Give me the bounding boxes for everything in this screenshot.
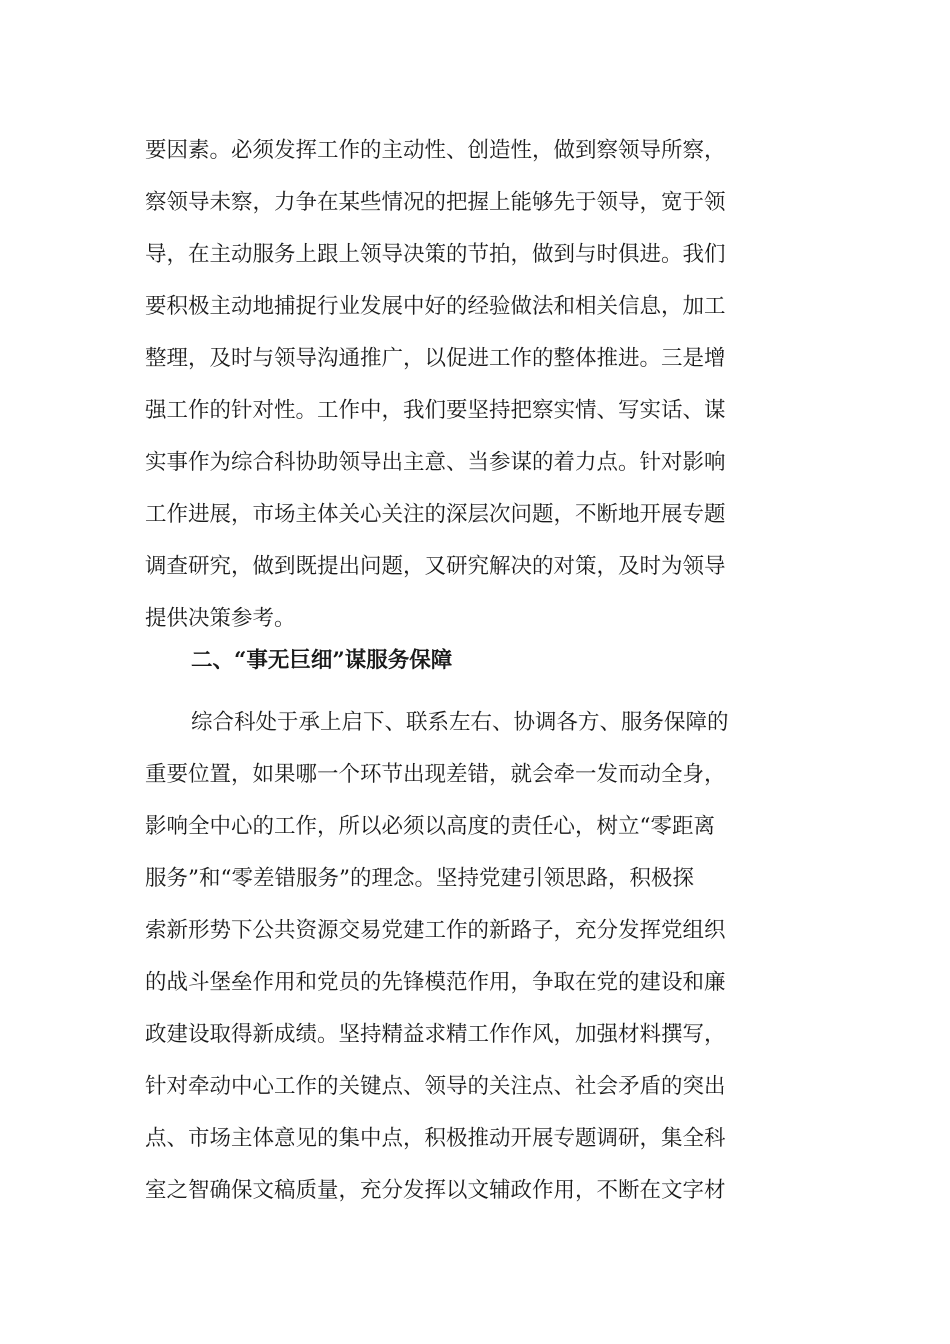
text-line: 服务”和“零差错服务”的理念。坚持党建引领思路，积极探 <box>145 866 694 891</box>
text-line: 实事作为综合科协助领导出主意、当参谋的着力点。针对影响 <box>145 450 726 475</box>
text-line: 针对牵动中心工作的关键点、领导的关注点、社会矛盾的突出 <box>145 1074 726 1099</box>
section-heading: 二、“事无巨细”谋服务保障 <box>191 648 453 673</box>
text-line: 室之智确保文稿质量，充分发挥以文辅政作用，不断在文字材 <box>145 1178 726 1203</box>
text-line: 索新形势下公共资源交易党建工作的新路子，充分发挥党组织 <box>145 918 726 943</box>
text-line: 整理，及时与领导沟通推广，以促进工作的整体推进。三是增 <box>145 346 726 371</box>
text-line: 影响全中心的工作，所以必须以高度的责任心，树立“零距离 <box>145 814 715 839</box>
text-line: 要积极主动地捕捉行业发展中好的经验做法和相关信息，加工 <box>145 294 726 319</box>
text-line: 综合科处于承上启下、联系左右、协调各方、服务保障的 <box>191 710 729 735</box>
text-line: 察领导未察，力争在某些情况的把握上能够先于领导，宽于领 <box>145 190 726 215</box>
text-line: 导，在主动服务上跟上领导决策的节拍，做到与时俱进。我们 <box>145 242 726 267</box>
text-line: 点、市场主体意见的集中点，积极推动开展专题调研，集全科 <box>145 1126 726 1151</box>
text-line: 调查研究，做到既提出问题，又研究解决的对策，及时为领导 <box>145 554 726 579</box>
text-line: 重要位置，如果哪一个环节出现差错，就会牵一发而动全身， <box>145 762 726 787</box>
text-line: 强工作的针对性。工作中，我们要坚持把察实情、写实话、谋 <box>145 398 726 423</box>
text-line: 要因素。必须发挥工作的主动性、创造性，做到察领导所察， <box>145 138 726 163</box>
text-line: 工作进展，市场主体关心关注的深层次问题，不断地开展专题 <box>145 502 726 527</box>
text-line: 政建设取得新成绩。坚持精益求精工作作风，加强材料撰写， <box>145 1022 726 1047</box>
text-line: 的战斗堡垒作用和党员的先锋模范作用，争取在党的建设和廉 <box>145 970 726 995</box>
text-line: 提供决策参考。 <box>145 606 296 631</box>
